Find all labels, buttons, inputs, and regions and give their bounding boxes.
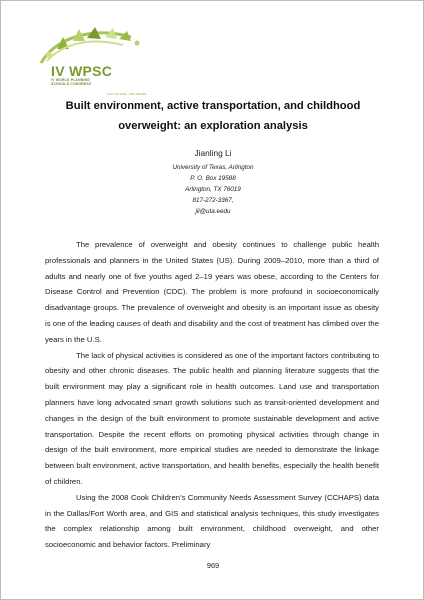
paragraph: The prevalence of overweight and obesity continues to challenge public health professionals and planners in the United States (US). During 2009–2010, more than a third of adults and nearly one of five youths aged 2–19 years was obese, according to the Centers for Disease Control and Prevention (CDC). The problem is more profound in socioeconomically disadvantage groups. The prevalence of overweight and obesity is an important issue as obesity is one of the leading causes of death and disability and the cost of treatment has climbed over the years in the U.S. — [45, 240, 379, 344]
leaf-arc-icon — [27, 25, 147, 65]
logo-tagline: JULY 4-8 2016 · RIO, BRAZIL — [107, 92, 147, 96]
conference-logo — [27, 25, 167, 96]
body-text — [45, 237, 379, 553]
paper-title — [41, 96, 385, 136]
affiliation-line: Arlington, TX 76019 — [185, 186, 241, 193]
paragraph: Using the 2008 Cook Children’s Community Needs Assessment Survey (CCHAPS) data in the Dallas/Fort Worth area, and GIS and statistical analysis techniques, this study investigates the complex relationship among built environment, childhood overweight, and other socioeconomic and behavior factors. Preliminary — [45, 492, 379, 550]
logo-title: IV WPSC — [51, 63, 113, 79]
logo-subtitle-line: IV WORLD PLANNING — [51, 78, 90, 82]
affiliation-line: P. O. Box 19588 — [190, 175, 236, 182]
author-affiliation — [1, 162, 424, 217]
affiliation-line: University of Texas, Arlington — [172, 164, 254, 171]
paragraph: The lack of physical activities is considered as one of the important factors contributing to obesity and other chronic diseases. The public health and planning literature suggests that the built environment may play a significant role in health outcomes. Land use and transportation planners have long advocated smart growth solutions such as transit-oriented development and changes in the design of the built environment to promote sustainable development and active transportation. Despite the recent efforts on promoting physical activities through change in design of the built environment, more empirical studies are needed to demonstrate the linkage between built environment, active transportation, and health benefits, especially the health benefit of children. — [45, 350, 379, 486]
title-line: overweight: an exploration analysis — [118, 120, 308, 132]
author-email: jli@uta.eedu — [195, 208, 231, 215]
page-number: 969 — [206, 561, 220, 570]
author-block — [1, 148, 424, 217]
affiliation-line: 817-272-3367, — [192, 197, 234, 204]
author-name: Jianling Li — [194, 148, 232, 158]
logo-subtitle-line: SCHOOLS CONGRESS — [51, 82, 92, 86]
logo-subtitle — [51, 78, 91, 86]
title-line: Built environment, active transportation, and childhood — [65, 100, 361, 112]
